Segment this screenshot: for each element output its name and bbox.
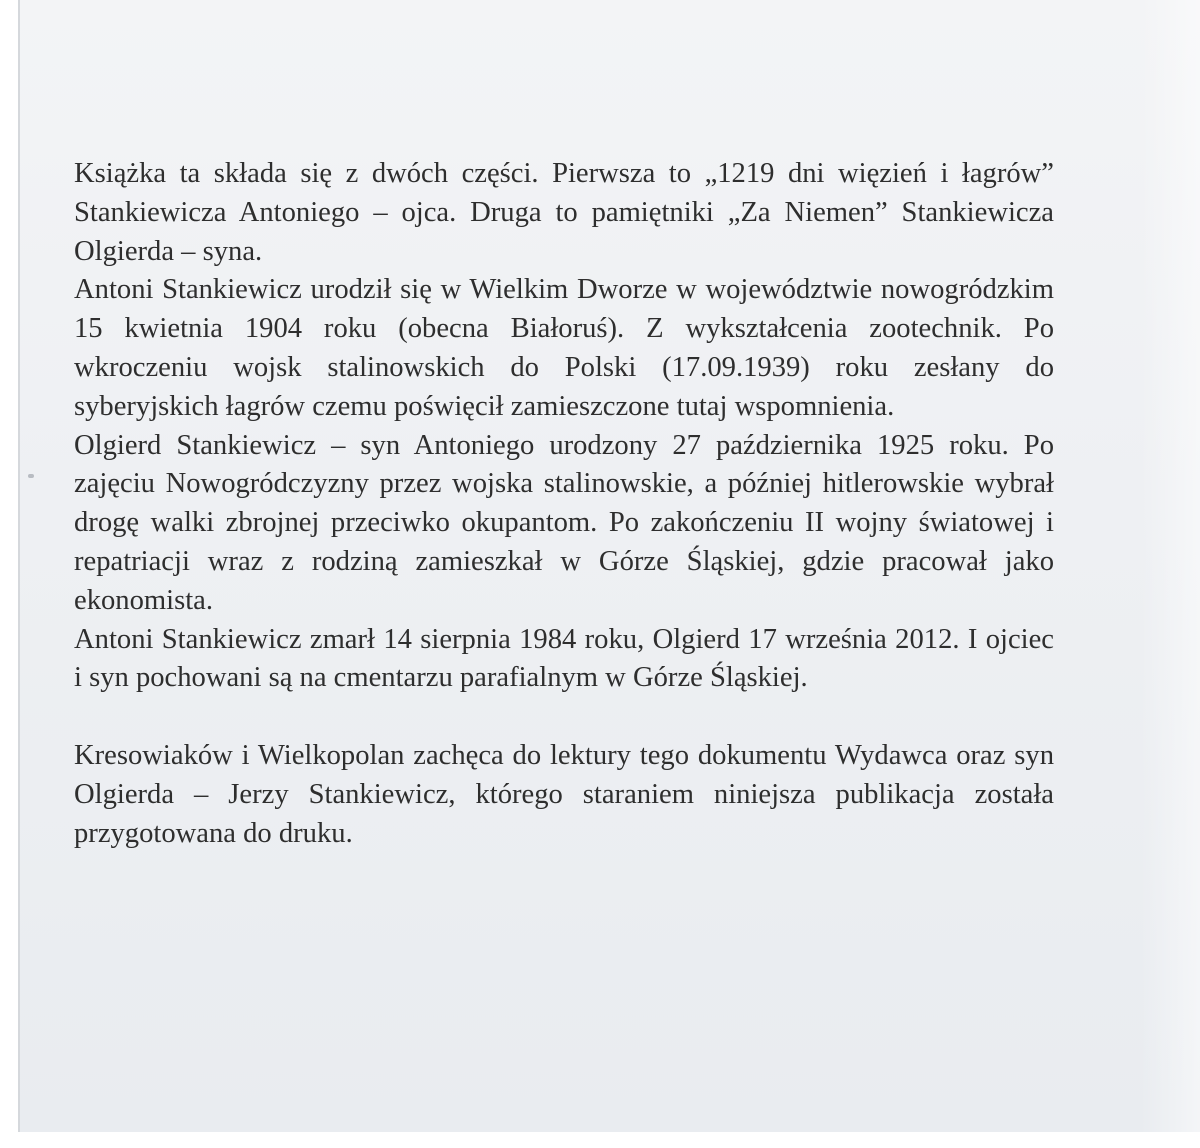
paragraph-intro: Książka ta składa się z dwóch części. Pierwsza to „1219 dni więzień i łagrów” Stankiewicza Antoniego – ojca. Druga to pamiętniki „Za Niemen” Stankiewicza Olgierda – syna. — [74, 158, 1054, 267]
paragraph-olgierd-bio: Olgierd Stankiewicz – syn Antoniego urodzony 27 października 1925 roku. Po zajęciu Nowogródczyzny przez wojska stalinowskie, a później hitlerowskie wybrał drogę walki zbrojnej przeciwko okupantom. Po zakończeniu II wojny światowej i repatriacji wraz z rodziną zamieszkał w Górze Śląskiej, gdzie pracował jako ekonomista. — [74, 429, 1054, 616]
paper-edge-shade — [1140, 0, 1200, 1132]
paragraph-deaths: Antoni Stankiewicz zmarł 14 sierpnia 1984 roku, Olgierd 17 września 2012. I ojciec i syn pochowani są na cmentarzu parafialnym w Górze Śląskiej. — [74, 623, 1054, 694]
paragraph-antoni-bio: Antoni Stankiewicz urodził się w Wielkim Dworze w województwie nowogródzkim 15 kwietnia 1904 roku (obecna Białoruś). Z wykształcenia zootechnik. Po wkroczeniu wojsk stalinowskich do Polski (17.09.1939) roku zesłany do syberyjskich łagrów czemu poświęcił zamieszczone tutaj wspomnienia. — [74, 274, 1054, 422]
paragraph-closing: Kresowiaków i Wielkopolan zachęca do lektury tego dokumentu Wydawca oraz syn Olgierda – Jerzy Stankiewicz, którego staraniem niniejsza publikacja została przygotowana do druku. — [74, 739, 1054, 849]
paragraph-spacer — [74, 698, 1054, 737]
scan-speck — [28, 474, 34, 478]
document-body — [74, 155, 1054, 853]
